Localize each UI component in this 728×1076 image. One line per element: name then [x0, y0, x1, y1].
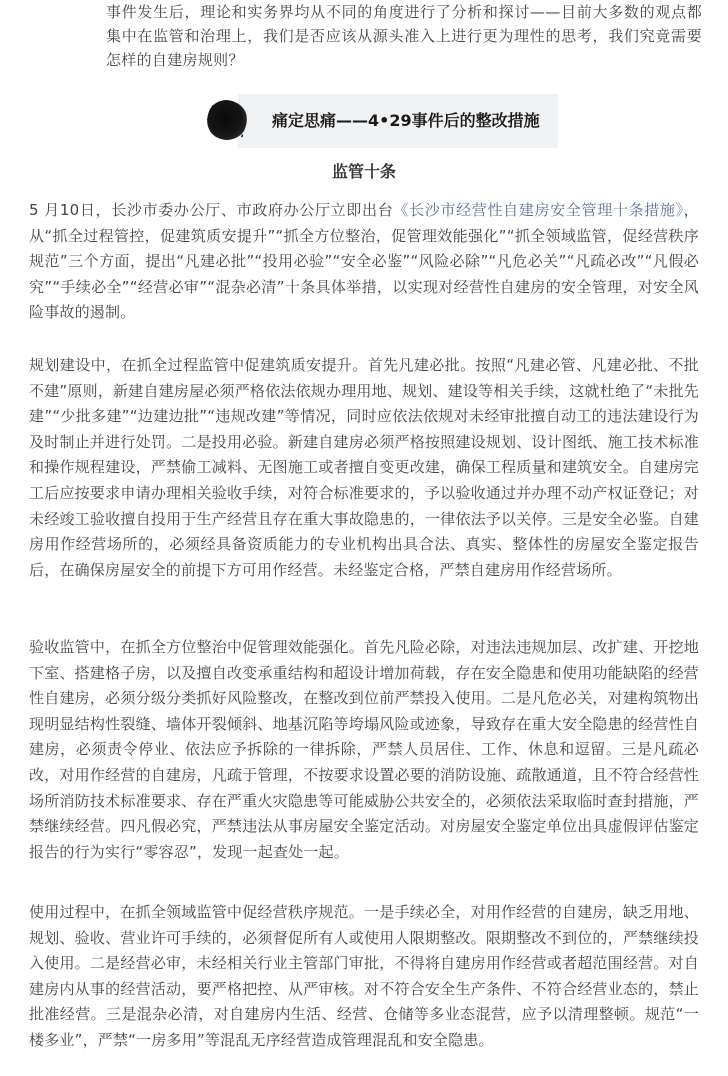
section-subtitle: 监管十条 — [331, 162, 396, 181]
section-banner — [206, 94, 558, 148]
banner-title: 痛定思痛——4•29事件后的整改措施 — [272, 111, 540, 130]
paragraph-measures-overview — [29, 198, 699, 326]
paragraph-acceptance-supervision: 验收监管中，在抓全方位整治中促管理效能强化。首先凡险必除，对违法违规加层、改扩建、开挖地下室、搭建格子房，以及擅自改变承重结构和超设计增加荷载，存在安全隐患和使用功能缺陷的经营性自建房，必须分级分类抓好风险整改，在整改到位前严禁投入使用。二是凡危必关，对建构筑物出现明显结构性裂缝、墙体开裂倾斜、地基沉陷等垮塌风险或迹象，导致存在重大安全隐患的经营性自建房，必须责令停业、依法应予拆除的一律拆除，严禁人员居住、工作、休息和逗留。三是凡疏必改，对用作经营的自建房，凡疏于管理，不按要求设置必要的消防设施、疏散通道，且不符合经营性场所消防技术标准要求、存在严重火灾隐患等可能威胁公共安全的，必须依法采取临时查封措施，严禁继续经营。四凡假必究，严禁违法从事房屋安全鉴定活动。对房屋安全鉴定单位出具虚假评估鉴定报告的行为实行“零容忍”，发现一起查处一起。 — [29, 638, 699, 861]
intro-paragraph: 事件发生后，理论和实务界均从不同的角度进行了分析和探讨——目前大多数的观点都集中在监管和治理上，我们是否应该从源头准入上进行更为理性的思考，我们究竟需要怎样的自建房规则？ — [106, 3, 702, 69]
paragraph-text: ，从“抓全过程管控，促建筑质安提升”“抓全方位整治，促管理效能强化”“抓全领域监管，促经营秩序规范”三个方面，提出“凡建必批”“投用必验”“安全必鉴”“风险必除”“凡危必关”“凡疏必改”“凡假必究”“手续必全”“经营必审”“混杂必清”十条具体举措，以实现对经营性自建房的安全管理，对安全风险事故的遏制。 — [29, 201, 699, 322]
paragraph-planning-construction: 规划建设中，在抓全过程监管中促建筑质安提升。首先凡建必批。按照“凡建必管、凡建必批、不批不建”原则，新建自建房屋必须严格依法依规办理用地、规划、建设等相关手续，这就杜绝了“未批先建”“少批多建”“边建边批”“违规改建”等情况，同时应依法依规对未经审批擅自动工的违法建设行为及时制止并进行处罚。二是投用必验。新建自建房必须严格按照建设规划、设计图纸、施工技术标准和操作规程建设，严禁偷工减料、无图施工或者擅自变更改建，确保工程质量和建筑安全。自建房完工后应按要求申请办理相关验收手续，对符合标准要求的，予以验收通过并办理不动产权证登记；对未经竣工验收擅自投用于生产经营且存在重大事故隐患的，一律依法予以关停。三是安全必鉴。自建房用作经营场所的，必须经具备资质能力的专业机构出具合法、真实、整体性的房屋安全鉴定报告后，在确保房屋安全的前提下方可用作经营。未经鉴定合格，严禁自建房用作经营场所。 — [29, 356, 699, 579]
document-title-link[interactable]: 《长沙市经营性自建房安全管理十条措施》 — [393, 201, 684, 219]
ink-blot-icon — [206, 99, 248, 141]
paragraph-usage-process: 使用过程中，在抓全领域监管中促经营秩序规范。一是手续必全，对用作经营的自建房，缺乏用地、规划、验收、营业许可手续的，必须督促所有人或使用人限期整改。限期整改不到位的，严禁继续投入使用。二是经营必审，未经相关行业主管部门审批，不得将自建房用作经营或者超范围经营。对自建房内从事的经营活动，要严格把控、从严审核。对不符合安全生产条件、不符合经营业态的，禁止批准经营。三是混杂必清，对自建房内生活、经营、仓储等多业态混营，应予以清理整顿。规范“一楼多业”，严禁“一房多用”等混乱无序经营造成管理混乱和安全隐患。 — [29, 903, 699, 1049]
paragraph-text: 5 月10日，长沙市委办公厅、市政府办公厅立即出台 — [29, 201, 394, 219]
